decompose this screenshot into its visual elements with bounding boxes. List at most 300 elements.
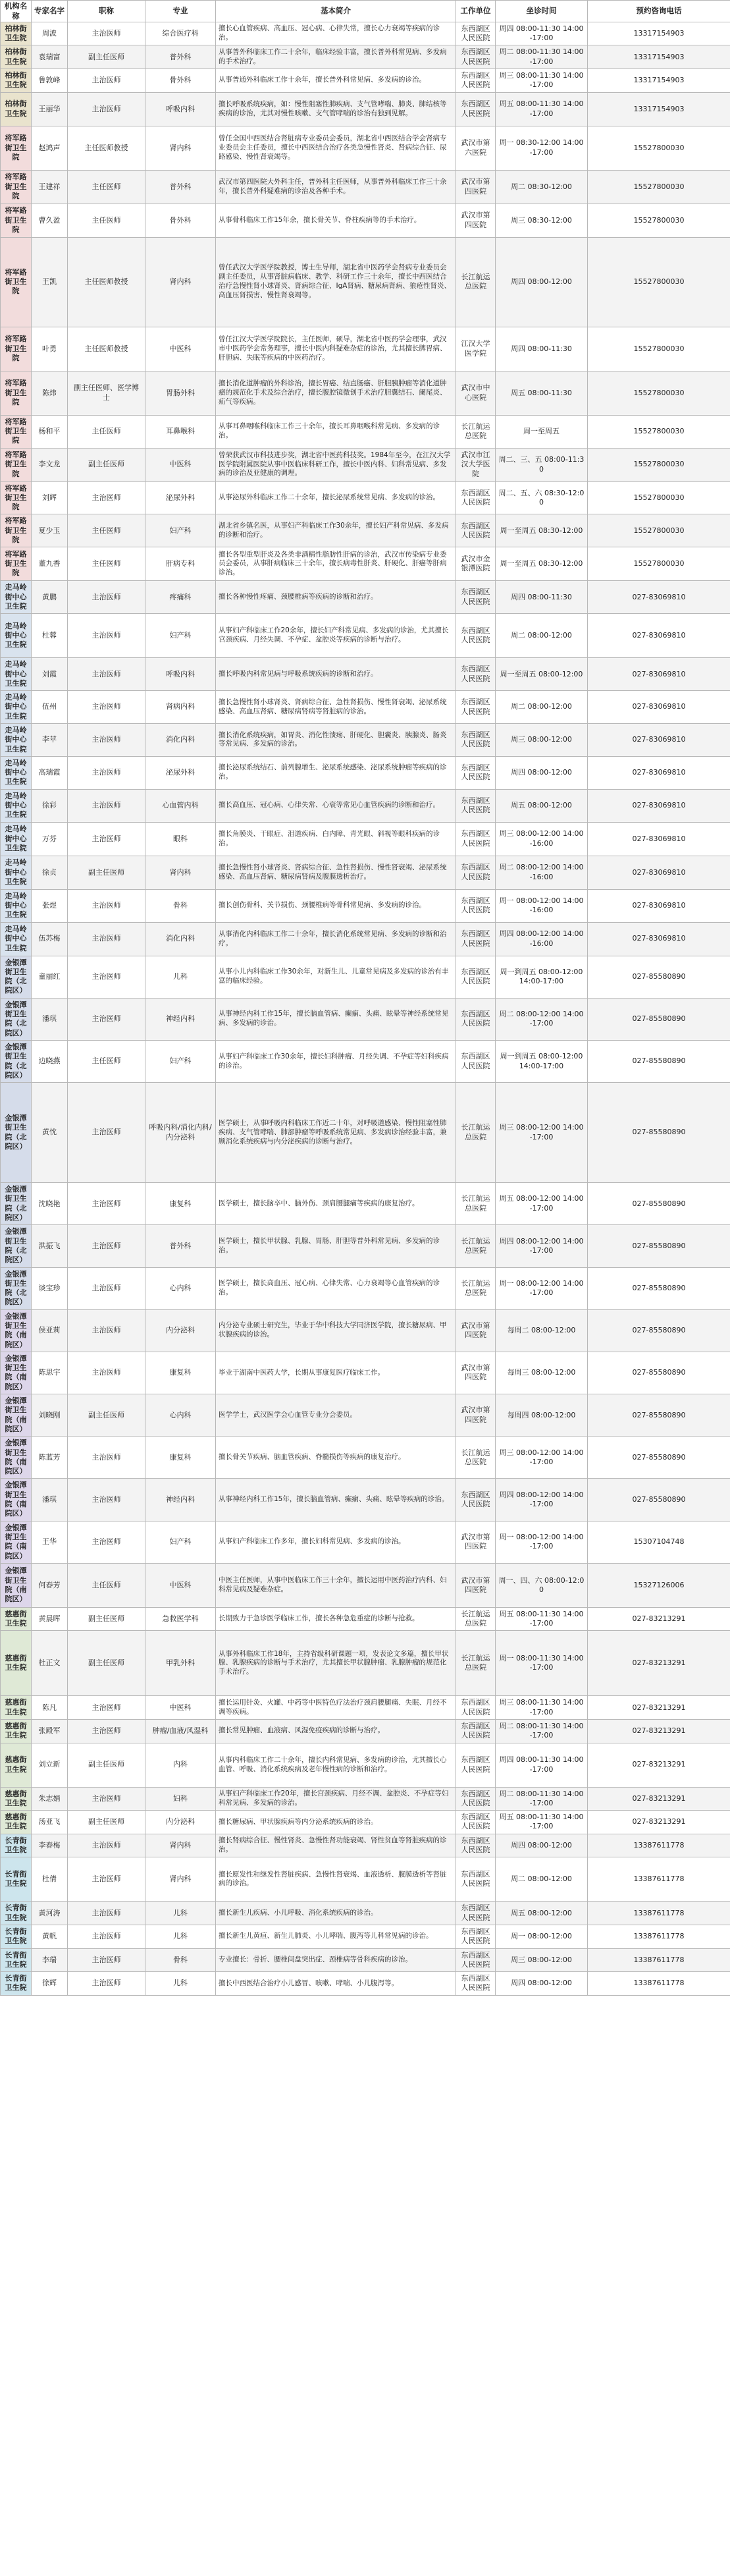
expert-name: 侯亚莉 xyxy=(32,1309,68,1352)
org-cell: 金银潭街卫生院（南院区） xyxy=(1,1563,32,1607)
specialty: 内科 xyxy=(145,1743,216,1787)
intro-text: 毕业于湖南中医药大学，长期从事康复医疗临床工作。 xyxy=(216,1352,456,1394)
expert-title: 主治医师 xyxy=(68,1902,145,1925)
phone-number: 15527800030 xyxy=(588,204,730,237)
specialty: 神经内科 xyxy=(145,1479,216,1521)
phone-number: 15527800030 xyxy=(588,327,730,371)
phone-number: 15527800030 xyxy=(588,170,730,204)
expert-title: 主治医师 xyxy=(68,614,145,658)
expert-title: 主治医师 xyxy=(68,658,145,691)
org-cell: 慈惠街卫生院 xyxy=(1,1720,32,1743)
work-unit: 东西湖区人民医院 xyxy=(456,614,496,658)
expert-title: 副主任医师 xyxy=(68,45,145,69)
expert-name: 黄忱 xyxy=(32,1083,68,1183)
specialty: 肝病专科 xyxy=(145,547,216,581)
org-cell: 金银潭街卫生院（北院区） xyxy=(1,1083,32,1183)
phone-number: 027-83213291 xyxy=(588,1696,730,1720)
clinic-time: 周一 08:00-11:30 14:00-17:00 xyxy=(496,1631,588,1696)
table-row xyxy=(1,691,730,724)
specialty: 康复科 xyxy=(145,1183,216,1225)
expert-name: 高瑞霞 xyxy=(32,756,68,789)
intro-text: 从事神经内科工作15年，擅长脑血管病、癫痫、头痛、眩晕等疾病的诊治。 xyxy=(216,1479,456,1521)
intro-text: 从事普通外科临床工作十余年，擅长普外科常见病、多发病的诊治。 xyxy=(216,69,456,93)
phone-number: 027-83213291 xyxy=(588,1787,730,1811)
expert-name: 曹久盈 xyxy=(32,204,68,237)
specialty: 肾内科 xyxy=(145,1857,216,1902)
intro-text: 从事妇产科临床工作20余年，擅长妇产科常见病、多发病的诊治，尤其擅长宫颈疾病、月经失调、不孕症、盆腔炎等疾病的诊断与治疗。 xyxy=(216,614,456,658)
intro-text: 从事神经内科工作15年，擅长脑血管病、癫痫、头痛、眩晕等神经系统常见病、多发病的诊治。 xyxy=(216,998,456,1040)
expert-name: 刘霞 xyxy=(32,658,68,691)
clinic-time: 周一 08:00-12:00 xyxy=(496,1925,588,1948)
table-row xyxy=(1,92,730,126)
table-row xyxy=(1,1309,730,1352)
expert-name: 陈炜 xyxy=(32,371,68,415)
org-cell: 金银潭街卫生院（南院区） xyxy=(1,1352,32,1394)
work-unit: 东西湖区人民医院 xyxy=(456,69,496,93)
clinic-time: 周四 08:00-12:00 xyxy=(496,1834,588,1857)
work-unit: 东西湖区人民医院 xyxy=(456,691,496,724)
work-unit: 东西湖区人民医院 xyxy=(456,1972,496,1996)
work-unit: 武汉市第六医院 xyxy=(456,126,496,170)
intro-text: 擅长心血管疾病、高血压、冠心病、心律失常，擅长心力衰竭等疾病的诊治。 xyxy=(216,22,456,45)
phone-number: 027-85580890 xyxy=(588,1083,730,1183)
expert-name: 洪振飞 xyxy=(32,1225,68,1267)
specialty: 泌尿外科 xyxy=(145,481,216,514)
expert-title: 主治医师 xyxy=(68,1787,145,1811)
intro-text: 从事妇产科临床工作20年，擅长宫颈疾病、月经不调、盆腔炎、不孕症等妇科常见病、多发病的诊治。 xyxy=(216,1787,456,1811)
expert-title: 主治医师 xyxy=(68,789,145,822)
clinic-time: 周一、四、六 08:00-12:00 xyxy=(496,1563,588,1607)
clinic-time: 周二 08:00-11:30 14:00-17:00 xyxy=(496,1720,588,1743)
phone-number: 13387611778 xyxy=(588,1857,730,1902)
expert-name: 黄帆 xyxy=(32,1925,68,1948)
expert-title: 主任医师 xyxy=(68,514,145,547)
work-unit: 武汉市第四医院 xyxy=(456,1394,496,1437)
org-cell: 金银潭街卫生院（北院区） xyxy=(1,956,32,998)
intro-text: 擅长呼吸内科常见病与呼吸系统疾病的诊断和治疗。 xyxy=(216,658,456,691)
org-cell: 将军路街卫生院 xyxy=(1,415,32,448)
expert-name: 杜蓉 xyxy=(32,614,68,658)
org-cell: 长青街卫生院 xyxy=(1,1834,32,1857)
phone-number: 15527800030 xyxy=(588,371,730,415)
clinic-time: 周三 08:00-12:00 14:00-17:00 xyxy=(496,1437,588,1479)
org-cell: 将军路街卫生院 xyxy=(1,327,32,371)
clinic-time: 周四 08:00-12:00 xyxy=(496,237,588,327)
intro-text: 擅长中西医结合治疗小儿感冒、咳嗽、哮喘、小儿腹泻等。 xyxy=(216,1972,456,1996)
org-cell: 走马岭街中心卫生院 xyxy=(1,658,32,691)
expert-title: 主治医师 xyxy=(68,922,145,956)
work-unit: 东西湖区人民医院 xyxy=(456,998,496,1040)
table-row xyxy=(1,756,730,789)
expert-title: 主任医师 xyxy=(68,1040,145,1082)
expert-name: 赵鸿声 xyxy=(32,126,68,170)
phone-number: 13317154903 xyxy=(588,22,730,45)
table-row xyxy=(1,1267,730,1309)
org-cell: 长青街卫生院 xyxy=(1,1902,32,1925)
clinic-time: 周一至周五 08:00-12:00 xyxy=(496,658,588,691)
phone-number: 13387611778 xyxy=(588,1925,730,1948)
org-cell: 将军路街卫生院 xyxy=(1,237,32,327)
expert-name: 董九香 xyxy=(32,547,68,581)
work-unit: 长江航运总医院 xyxy=(456,415,496,448)
expert-title: 主治医师 xyxy=(68,1183,145,1225)
expert-name: 袁瑞富 xyxy=(32,45,68,69)
work-unit: 东西湖区人民医院 xyxy=(456,1811,496,1834)
table-row xyxy=(1,1925,730,1948)
phone-number: 15527800030 xyxy=(588,415,730,448)
specialty: 中医科 xyxy=(145,448,216,481)
header-unit: 工作单位 xyxy=(456,1,496,22)
expert-name: 徐辉 xyxy=(32,1972,68,1996)
phone-number: 13317154903 xyxy=(588,69,730,93)
work-unit: 东西湖区人民医院 xyxy=(456,658,496,691)
intro-text: 从事普外科临床工作二十余年，临床经验丰富，擅长普外科常见病、多发病的手术治疗。 xyxy=(216,45,456,69)
expert-name: 刘晓刚 xyxy=(32,1394,68,1437)
org-cell: 金银潭街卫生院（南院区） xyxy=(1,1521,32,1563)
org-cell: 长青街卫生院 xyxy=(1,1972,32,1996)
clinic-time: 周三 08:00-12:00 14:00-16:00 xyxy=(496,822,588,856)
clinic-time: 周五 08:00-11:30 14:00-17:00 xyxy=(496,1607,588,1631)
clinic-time: 周一至周五 08:30-12:00 xyxy=(496,547,588,581)
table-row xyxy=(1,1787,730,1811)
specialty: 骨外科 xyxy=(145,204,216,237)
clinic-time: 周二 08:00-12:00 14:00-17:00 xyxy=(496,998,588,1040)
specialty: 普外科 xyxy=(145,1225,216,1267)
clinic-time: 周一至周五 08:30-12:00 xyxy=(496,514,588,547)
org-cell: 走马岭街中心卫生院 xyxy=(1,581,32,614)
clinic-time: 周四 08:00-12:00 xyxy=(496,756,588,789)
work-unit: 武汉市第四医院 xyxy=(456,1563,496,1607)
table-row xyxy=(1,1352,730,1394)
intro-text: 从事骨科临床工作15年余，擅长骨关节、脊柱疾病等的手术治疗。 xyxy=(216,204,456,237)
clinic-time: 周四 08:00-12:00 xyxy=(496,1972,588,1996)
work-unit: 武汉市中心医院 xyxy=(456,371,496,415)
specialty: 心内科 xyxy=(145,1267,216,1309)
table-row xyxy=(1,514,730,547)
expert-name: 陈思宇 xyxy=(32,1352,68,1394)
intro-text: 内分泌专业硕士研究生，毕业于华中科技大学同济医学院，擅长糖尿病、甲状腺疾病的诊治。 xyxy=(216,1309,456,1352)
table-row xyxy=(1,1394,730,1437)
expert-name: 刘立新 xyxy=(32,1743,68,1787)
table-row xyxy=(1,1902,730,1925)
org-cell: 慈惠街卫生院 xyxy=(1,1787,32,1811)
expert-title: 主治医师 xyxy=(68,1083,145,1183)
expert-name: 李文龙 xyxy=(32,448,68,481)
header-phone: 预约咨询电话 xyxy=(588,1,730,22)
intro-text: 医学硕士，擅长甲状腺、乳腺、胃肠、肝胆等普外科常见病、多发病的诊治。 xyxy=(216,1225,456,1267)
specialty: 儿科 xyxy=(145,1972,216,1996)
expert-title: 主治医师 xyxy=(68,1479,145,1521)
expert-name: 汤亚飞 xyxy=(32,1811,68,1834)
phone-number: 027-85580890 xyxy=(588,1225,730,1267)
work-unit: 东西湖区人民医院 xyxy=(456,956,496,998)
expert-title: 主治医师 xyxy=(68,724,145,757)
work-unit: 东西湖区人民医院 xyxy=(456,45,496,69)
expert-name: 陈蓝芳 xyxy=(32,1437,68,1479)
expert-title: 主治医师 xyxy=(68,756,145,789)
expert-title: 主治医师 xyxy=(68,22,145,45)
table-row xyxy=(1,45,730,69)
clinic-time: 每周二 08:00-12:00 xyxy=(496,1309,588,1352)
expert-name: 杜正文 xyxy=(32,1631,68,1696)
clinic-time: 周二 08:00-12:00 xyxy=(496,691,588,724)
expert-name: 沈晓艳 xyxy=(32,1183,68,1225)
intro-text: 从事外科临床工作18年，主持省级科研课题一项，发表论文多篇，擅长甲状腺、乳腺疾病的诊断与手术治疗，尤其擅长甲状腺肿瘤、乳腺肿瘤的规范化手术治疗。 xyxy=(216,1631,456,1696)
clinic-time: 周二、三、五 08:00-11:30 xyxy=(496,448,588,481)
work-unit: 武汉市江汉大学医院 xyxy=(456,448,496,481)
expert-title: 主治医师 xyxy=(68,581,145,614)
org-cell: 慈惠街卫生院 xyxy=(1,1631,32,1696)
intro-text: 擅长创伤骨科、关节损伤、颈腰椎病等骨科常见病、多发病的诊治。 xyxy=(216,889,456,922)
table-row xyxy=(1,822,730,856)
specialty: 耳鼻喉科 xyxy=(145,415,216,448)
table-row xyxy=(1,922,730,956)
org-cell: 长青街卫生院 xyxy=(1,1925,32,1948)
org-cell: 将军路街卫生院 xyxy=(1,170,32,204)
intro-text: 擅长急慢性肾小球肾炎、肾病综合征、急性肾损伤、慢性肾衰竭、泌尿系统感染、高血压肾病、糖尿病肾病及腹膜透析治疗。 xyxy=(216,856,456,889)
specialty: 心血管内科 xyxy=(145,789,216,822)
phone-number: 027-85580890 xyxy=(588,956,730,998)
phone-number: 027-85580890 xyxy=(588,1183,730,1225)
clinic-time: 周二 08:00-12:00 xyxy=(496,1857,588,1902)
expert-title: 主治医师 xyxy=(68,1352,145,1394)
work-unit: 东西湖区人民医院 xyxy=(456,481,496,514)
specialty: 儿科 xyxy=(145,956,216,998)
expert-title: 主治医师 xyxy=(68,1972,145,1996)
table-row xyxy=(1,1607,730,1631)
specialty: 急救医学科 xyxy=(145,1607,216,1631)
work-unit: 东西湖区人民医院 xyxy=(456,1902,496,1925)
intro-text: 擅长各种慢性疼痛、颈腰椎病等疾病的诊断和治疗。 xyxy=(216,581,456,614)
work-unit: 东西湖区人民医院 xyxy=(456,1696,496,1720)
expert-title: 主任医师 xyxy=(68,170,145,204)
expert-title: 主治医师 xyxy=(68,1925,145,1948)
intro-text: 中医主任医师，从事中医临床工作三十余年，擅长运用中医药治疗内科、妇科常见病及疑难杂症。 xyxy=(216,1563,456,1607)
clinic-time: 周一 08:30-12:00 14:00-17:00 xyxy=(496,126,588,170)
phone-number: 027-83213291 xyxy=(588,1811,730,1834)
phone-number: 13317154903 xyxy=(588,45,730,69)
org-cell: 金银潭街卫生院（南院区） xyxy=(1,1394,32,1437)
work-unit: 武汉市第四医院 xyxy=(456,1521,496,1563)
clinic-time: 周二 08:00-12:00 xyxy=(496,614,588,658)
intro-text: 擅长新生儿疾病、小儿呼吸、消化系统疾病的诊治。 xyxy=(216,1902,456,1925)
table-row xyxy=(1,614,730,658)
specialty: 骨外科 xyxy=(145,69,216,93)
expert-title: 主任医师 xyxy=(68,415,145,448)
expert-name: 潘琪 xyxy=(32,998,68,1040)
table-row xyxy=(1,448,730,481)
table-row xyxy=(1,22,730,45)
specialty: 泌尿外科 xyxy=(145,756,216,789)
specialty: 肾内科 xyxy=(145,126,216,170)
expert-name: 何春芳 xyxy=(32,1563,68,1607)
specialty: 甲乳外科 xyxy=(145,1631,216,1696)
specialty: 内分泌科 xyxy=(145,1309,216,1352)
expert-name: 杜倩 xyxy=(32,1857,68,1902)
clinic-time: 周五 08:00-11:30 xyxy=(496,371,588,415)
work-unit: 长江航运总医院 xyxy=(456,1225,496,1267)
clinic-time: 周四 08:00-11:30 14:00-17:00 xyxy=(496,1743,588,1787)
expert-name: 陈凡 xyxy=(32,1696,68,1720)
org-cell: 长青街卫生院 xyxy=(1,1857,32,1902)
org-cell: 将军路街卫生院 xyxy=(1,371,32,415)
clinic-time: 周二 08:00-11:30 14:00-17:00 xyxy=(496,1787,588,1811)
expert-name: 黄晨晖 xyxy=(32,1607,68,1631)
org-cell: 柏林街卫生院 xyxy=(1,92,32,126)
specialty: 呼吸内科 xyxy=(145,92,216,126)
phone-number: 13387611778 xyxy=(588,1902,730,1925)
clinic-time: 每周四 08:00-12:00 xyxy=(496,1394,588,1437)
table-row xyxy=(1,126,730,170)
intro-text: 专业擅长：骨折、腰椎间盘突出症、颈椎病等骨科疾病的诊治。 xyxy=(216,1948,456,1972)
intro-text: 从事内科临床工作二十余年，擅长内科常见病、多发病的诊治，尤其擅长心血管、呼吸、消化系统疾病及老年慢性病的诊断和治疗。 xyxy=(216,1743,456,1787)
intro-text: 曾任全国中西医结合肾脏病专业委员会委员，湖北省中西医结合学会肾病专业委员会主任委员，擅长中西医结合治疗各类急慢性肾炎、肾病综合征、尿路感染、慢性肾衰竭等。 xyxy=(216,126,456,170)
org-cell: 金银潭街卫生院（北院区） xyxy=(1,1040,32,1082)
work-unit: 东西湖区人民医院 xyxy=(456,514,496,547)
org-cell: 慈惠街卫生院 xyxy=(1,1811,32,1834)
expert-title: 副主任医师 xyxy=(68,448,145,481)
intro-text: 擅长运用针灸、火罐、中药等中医特色疗法治疗颈肩腰腿痛、失眠、月经不调等疾病。 xyxy=(216,1696,456,1720)
expert-name: 伍苏梅 xyxy=(32,922,68,956)
work-unit: 东西湖区人民医院 xyxy=(456,789,496,822)
expert-title: 主治医师 xyxy=(68,481,145,514)
intro-text: 擅长肾病综合征、慢性肾炎、急慢性肾功能衰竭、肾性贫血等肾脏疾病的诊治。 xyxy=(216,1834,456,1857)
expert-name: 王丽华 xyxy=(32,92,68,126)
phone-number: 15527800030 xyxy=(588,237,730,327)
table-row xyxy=(1,1563,730,1607)
intro-text: 曾荣获武汉市科技进步奖，湖北省中医药科技奖。1984年至今，在江汉大学医学院附属医院从事中医临床科研工作，擅长中医内科、妇科常见病、多发病的诊治及亚健康的调理。 xyxy=(216,448,456,481)
intro-text: 擅长泌尿系统结石、前列腺增生、泌尿系统感染、泌尿系统肿瘤等疾病的诊治。 xyxy=(216,756,456,789)
specialty: 妇产科 xyxy=(145,514,216,547)
expert-title: 主任医师教授 xyxy=(68,327,145,371)
intro-text: 医学硕士，擅长高血压、冠心病、心律失常、心力衰竭等心血管疾病的诊治。 xyxy=(216,1267,456,1309)
phone-number: 027-83069810 xyxy=(588,724,730,757)
expert-name: 谈宝珍 xyxy=(32,1267,68,1309)
specialty: 儿科 xyxy=(145,1925,216,1948)
table-row xyxy=(1,481,730,514)
specialty: 肾内科 xyxy=(145,856,216,889)
expert-title: 副主任医师、医学博士 xyxy=(68,371,145,415)
intro-text: 擅长各型重型肝炎及各类非酒精性脂肪性肝病的诊治，武汉市传染病专业委员会委员，从事肝病临床三十余年，擅长病毒性肝炎、肝硬化、肝癌等肝病诊治。 xyxy=(216,547,456,581)
expert-name: 黄鹏 xyxy=(32,581,68,614)
work-unit: 江汉大学医学院 xyxy=(456,327,496,371)
table-row xyxy=(1,1225,730,1267)
table-row xyxy=(1,1183,730,1225)
work-unit: 武汉市第四医院 xyxy=(456,204,496,237)
specialty: 中医科 xyxy=(145,327,216,371)
intro-text: 擅长消化道肿瘤的外科诊治，擅长胃癌、结直肠癌、肝胆胰肿瘤等消化道肿瘤的规范化手术及综合治疗，擅长腹腔镜微创手术治疗胆囊结石、阑尾炎、疝气等疾病。 xyxy=(216,371,456,415)
expert-title: 主治医师 xyxy=(68,92,145,126)
expert-title: 主治医师 xyxy=(68,956,145,998)
phone-number: 027-83069810 xyxy=(588,922,730,956)
specialty: 消化内科 xyxy=(145,724,216,757)
work-unit: 东西湖区人民医院 xyxy=(456,1743,496,1787)
header-name: 专家名字 xyxy=(32,1,68,22)
expert-title: 主治医师 xyxy=(68,1521,145,1563)
work-unit: 东西湖区人民医院 xyxy=(456,1720,496,1743)
specialty: 呼吸内科 xyxy=(145,658,216,691)
work-unit: 东西湖区人民医院 xyxy=(456,922,496,956)
expert-title: 主治医师 xyxy=(68,1857,145,1902)
org-cell: 将军路街卫生院 xyxy=(1,126,32,170)
expert-title: 副主任医师 xyxy=(68,1631,145,1696)
specialty: 康复科 xyxy=(145,1437,216,1479)
specialty: 普外科 xyxy=(145,170,216,204)
org-cell: 柏林街卫生院 xyxy=(1,22,32,45)
org-cell: 走马岭街中心卫生院 xyxy=(1,789,32,822)
org-cell: 慈惠街卫生院 xyxy=(1,1696,32,1720)
specialty: 妇科 xyxy=(145,1787,216,1811)
work-unit: 武汉市第四医院 xyxy=(456,1352,496,1394)
specialty: 呼吸内科/消化内科/内分泌科 xyxy=(145,1083,216,1183)
intro-text: 擅长角膜炎、干眼症、泪道疾病、白内障、青光眼、斜视等眼科疾病的诊治。 xyxy=(216,822,456,856)
phone-number: 15527800030 xyxy=(588,514,730,547)
work-unit: 东西湖区人民医院 xyxy=(456,889,496,922)
clinic-time: 周五 08:00-11:30 14:00-17:00 xyxy=(496,92,588,126)
intro-text: 擅长高血压、冠心病、心律失常、心衰等常见心血管疾病的诊断和治疗。 xyxy=(216,789,456,822)
intro-text: 擅长新生儿黄疸、新生儿肺炎、小儿哮喘、腹泻等儿科常见病的诊治。 xyxy=(216,1925,456,1948)
org-cell: 将军路街卫生院 xyxy=(1,481,32,514)
org-cell: 金银潭街卫生院（南院区） xyxy=(1,1479,32,1521)
specialty: 胃肠外科 xyxy=(145,371,216,415)
table-row xyxy=(1,415,730,448)
expert-title: 主治医师 xyxy=(68,822,145,856)
table-row xyxy=(1,1834,730,1857)
org-cell: 走马岭街中心卫生院 xyxy=(1,822,32,856)
org-cell: 柏林街卫生院 xyxy=(1,45,32,69)
expert-name: 王凯 xyxy=(32,237,68,327)
table-row xyxy=(1,724,730,757)
specialty: 中医科 xyxy=(145,1563,216,1607)
table-row xyxy=(1,658,730,691)
header-specialty: 专业 xyxy=(145,1,216,22)
clinic-time: 周五 08:00-12:00 xyxy=(496,789,588,822)
expert-name: 万芬 xyxy=(32,822,68,856)
work-unit: 东西湖区人民医院 xyxy=(456,22,496,45)
table-row xyxy=(1,789,730,822)
table-row xyxy=(1,327,730,371)
expert-title: 主任医师 xyxy=(68,204,145,237)
clinic-time: 周四 08:00-12:00 14:00-17:00 xyxy=(496,1479,588,1521)
clinic-time: 周三 08:00-11:30 14:00-17:00 xyxy=(496,69,588,93)
expert-title: 主治医师 xyxy=(68,69,145,93)
clinic-time: 周五 08:00-12:00 xyxy=(496,1902,588,1925)
expert-title: 主治医师 xyxy=(68,1948,145,1972)
org-cell: 柏林街卫生院 xyxy=(1,69,32,93)
intro-text: 擅长消化系统疾病，如胃炎、消化性溃疡、肝硬化、胆囊炎、胰腺炎、肠炎等常见病、多发病的诊治。 xyxy=(216,724,456,757)
intro-text: 曾任武汉大学医学院教授，博士生导师，湖北省中医药学会肾病专业委员会副主任委员，从事肾脏病临床、教学、科研工作三十余年，擅长中西医结合治疗急慢性肾小球肾炎、肾病综合征、IgA肾病、糖尿病肾病、狼疮性肾炎、高血压肾损害、慢性肾衰竭等。 xyxy=(216,237,456,327)
expert-title: 主治医师 xyxy=(68,1834,145,1857)
expert-name: 张殿军 xyxy=(32,1720,68,1743)
phone-number: 15527800030 xyxy=(588,126,730,170)
specialty: 肿瘤/血液/风湿科 xyxy=(145,1720,216,1743)
work-unit: 武汉市第四医院 xyxy=(456,1309,496,1352)
phone-number: 13317154903 xyxy=(588,92,730,126)
intro-text: 擅长糖尿病、甲状腺疾病等内分泌系统疾病的诊治。 xyxy=(216,1811,456,1834)
table-row xyxy=(1,998,730,1040)
phone-number: 027-85580890 xyxy=(588,1309,730,1352)
org-cell: 走马岭街中心卫生院 xyxy=(1,724,32,757)
phone-number: 15527800030 xyxy=(588,481,730,514)
table-row xyxy=(1,1040,730,1082)
expert-title: 主治医师 xyxy=(68,1225,145,1267)
table-row xyxy=(1,1437,730,1479)
work-unit: 东西湖区人民医院 xyxy=(456,1787,496,1811)
table-row xyxy=(1,237,730,327)
table-row xyxy=(1,1696,730,1720)
phone-number: 13387611778 xyxy=(588,1834,730,1857)
expert-name: 鲁敦峰 xyxy=(32,69,68,93)
